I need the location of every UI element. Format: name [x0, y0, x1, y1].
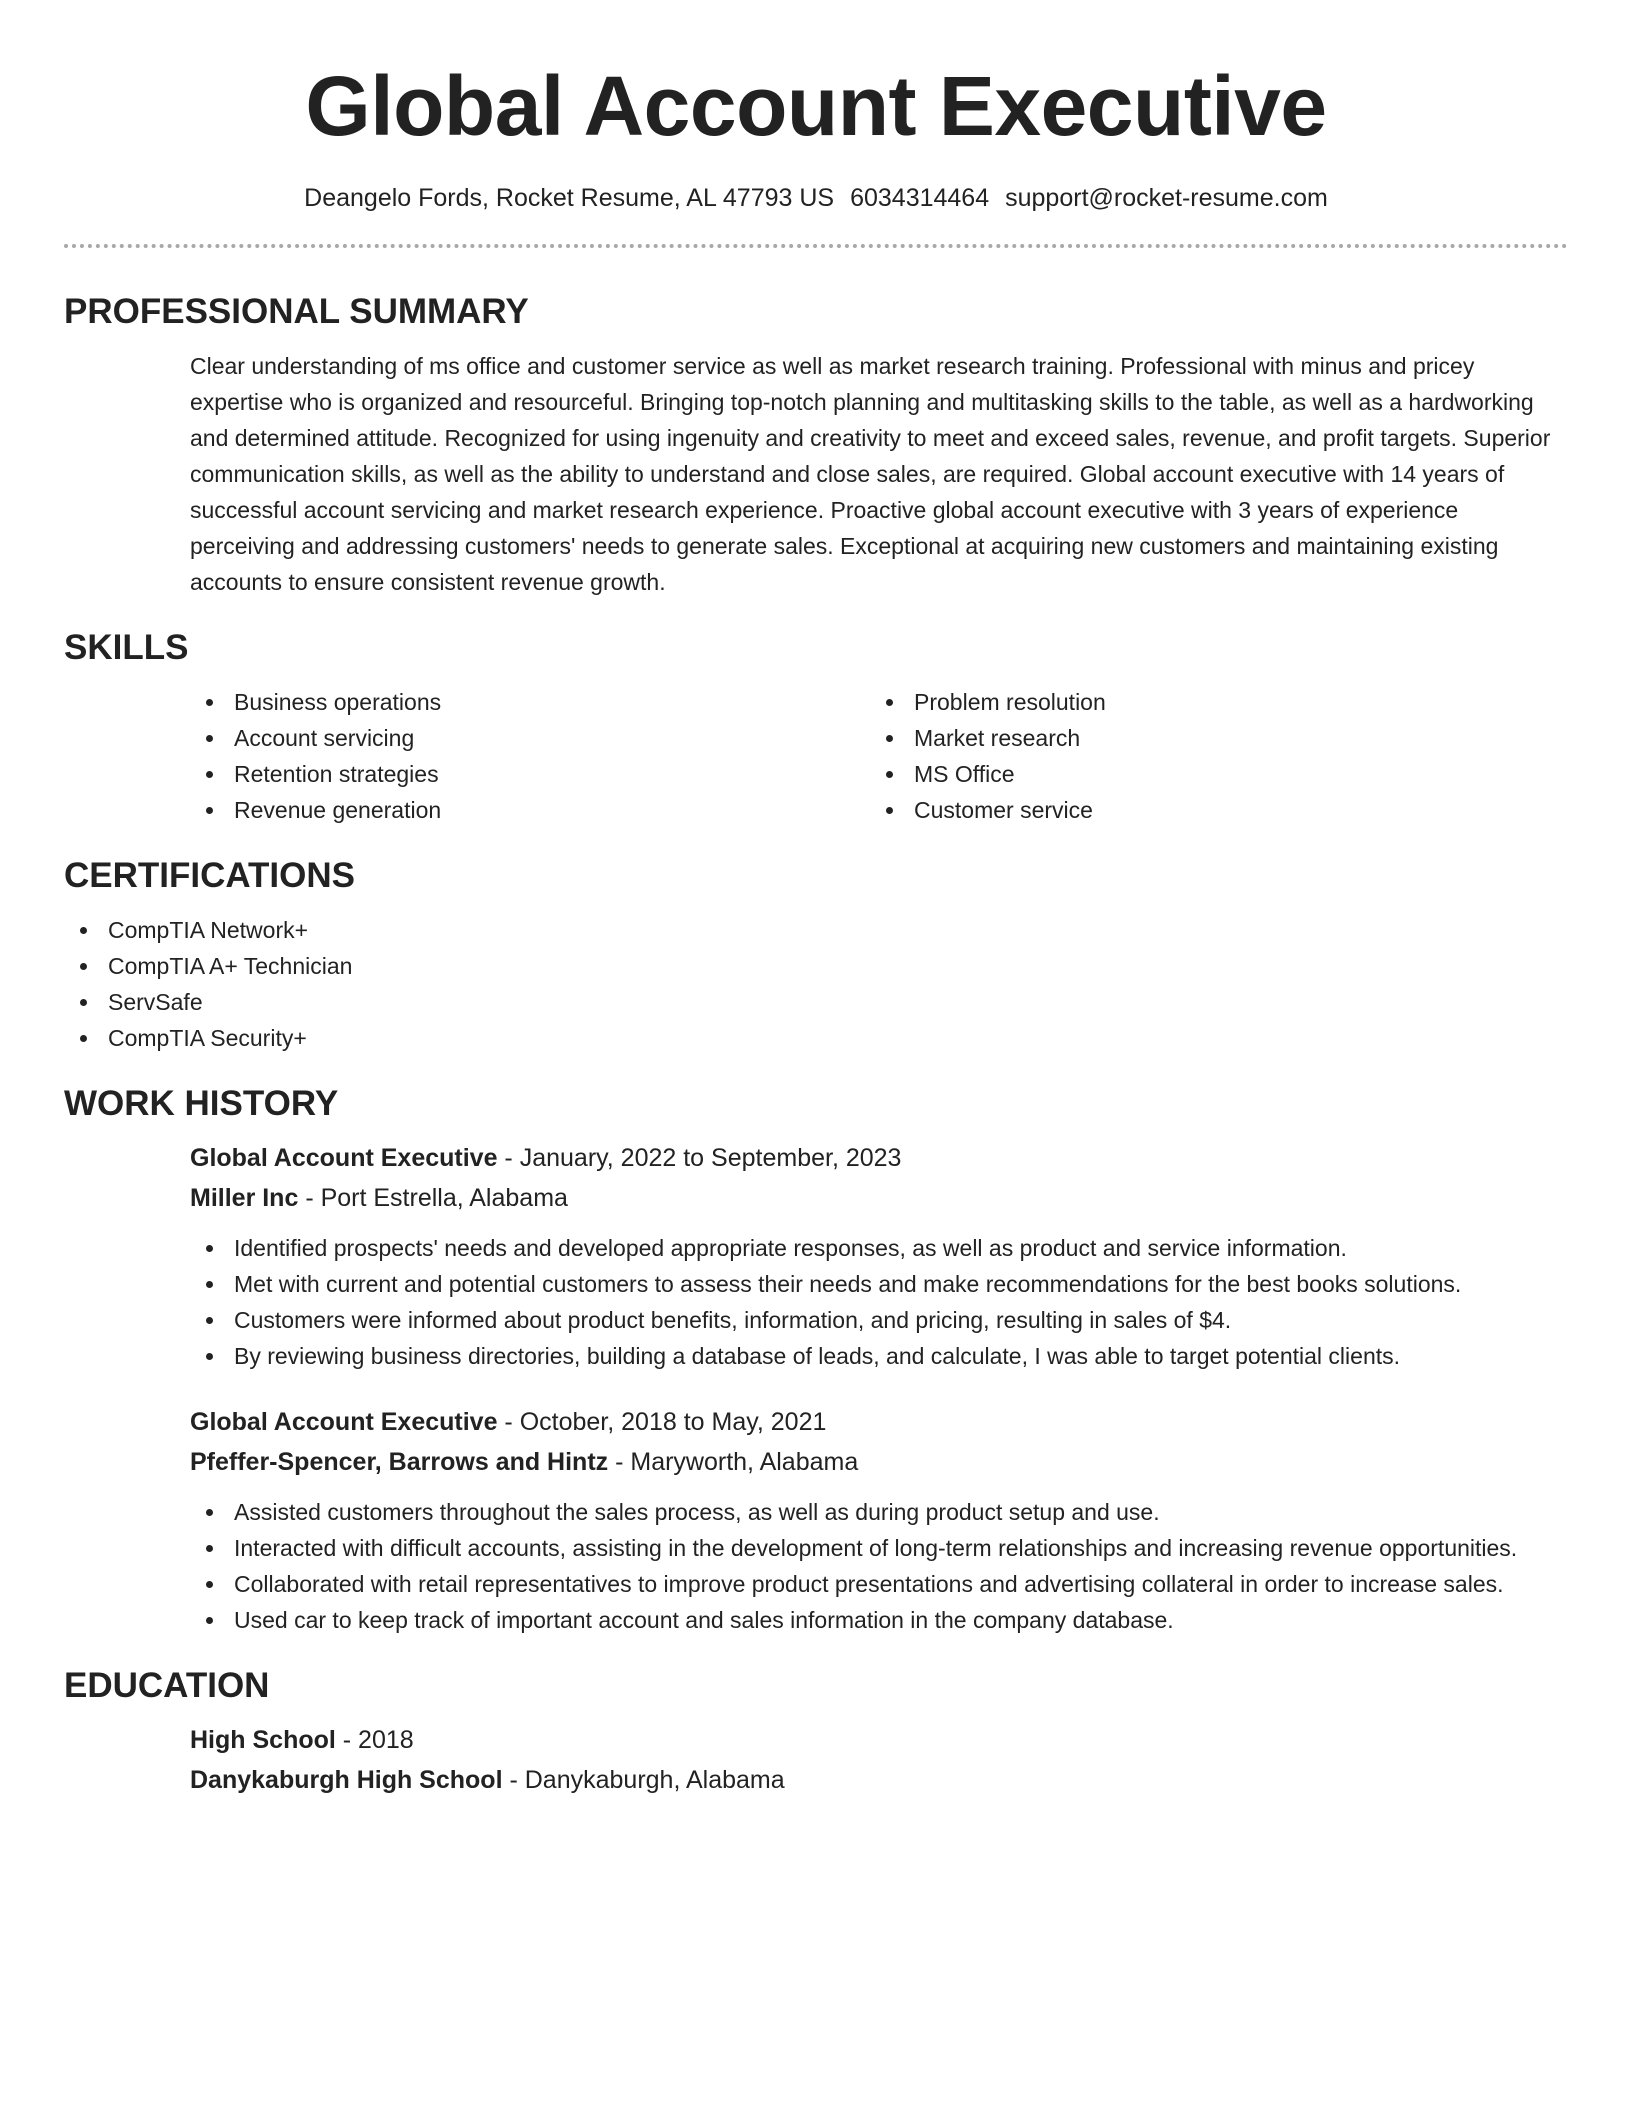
bullet-icon — [886, 699, 893, 706]
work-history-section — [64, 1082, 1568, 1638]
summary-section — [64, 290, 1568, 600]
education-location: - Danykaburgh, Alabama — [502, 1766, 785, 1794]
bullet-icon — [80, 999, 87, 1006]
skills-left-column — [190, 684, 870, 828]
list-item — [190, 1266, 1568, 1302]
education-school: Danykaburgh High School — [190, 1766, 503, 1794]
list-item — [190, 1338, 1568, 1374]
list-item — [190, 756, 870, 792]
bullet-icon — [886, 807, 893, 814]
skill-label: Business operations — [234, 689, 442, 715]
job-title-line — [190, 1138, 1568, 1178]
certification-label: CompTIA Network+ — [108, 917, 309, 943]
job-bullets — [190, 1494, 1568, 1638]
list-item — [870, 792, 1550, 828]
skill-label: Problem resolution — [914, 689, 1106, 715]
bullet-icon — [206, 1545, 213, 1552]
job-entry — [190, 1402, 1568, 1638]
resume-page — [64, 0, 1568, 1800]
bullet-icon — [80, 1035, 87, 1042]
job-company: Pfeffer-Spencer, Barrows and Hintz — [190, 1448, 609, 1476]
certifications-list — [64, 912, 1568, 1056]
skills-section — [64, 626, 1568, 828]
job-dates: - October, 2018 to May, 2021 — [497, 1408, 827, 1436]
skill-label: Account servicing — [234, 725, 415, 751]
summary-text: Clear understanding of ms office and customer service as well as market research training. Professional with minus and pricey expertise who is organized and resourceful. Bringing top-notch planning and multitasking skills to the table, as well as a hardworking and determined attitude. Recognized for using ingenuity and creativity to meet and exceed sales, revenue, and profit targets. Superior communication skills, as well as the ability to understand and close sales, are required. Global account executive with 14 years of successful account servicing and market research experience. Proactive global account executive with 3 years of experience perceiving and addressing customers' needs to generate sales. Exceptional at acquiring new customers and maintaining existing accounts to ensure consistent revenue growth. — [190, 353, 1551, 595]
education-degree-line — [190, 1720, 1568, 1760]
bullet-icon — [206, 1317, 213, 1324]
list-item — [64, 948, 1568, 984]
list-item — [190, 1302, 1568, 1338]
bullet-icon — [886, 771, 893, 778]
list-item — [870, 720, 1550, 756]
job-title: Global Account Executive — [190, 1408, 498, 1436]
certifications-heading: CERTIFICATIONS — [64, 856, 356, 895]
certification-label: CompTIA Security+ — [108, 1025, 307, 1051]
job-company-line — [190, 1178, 1568, 1218]
bullet-icon — [206, 771, 213, 778]
bullet-icon — [886, 735, 893, 742]
job-location: - Maryworth, Alabama — [608, 1448, 859, 1476]
bullet-icon — [206, 735, 213, 742]
list-item — [870, 684, 1550, 720]
contact-line — [64, 182, 1568, 214]
bullet-icon — [206, 1509, 213, 1516]
job-bullet-text: Assisted customers throughout the sales process, as well as during product setup and use. — [234, 1499, 1160, 1525]
skill-label: Revenue generation — [234, 797, 442, 823]
skill-label: MS Office — [914, 761, 1015, 787]
job-bullet-text: Customers were informed about product benefits, information, and pricing, resulting in sales of $4. — [234, 1307, 1232, 1333]
certifications-section — [64, 854, 1568, 1056]
bullet-icon — [206, 1353, 213, 1360]
job-title: Global Account Executive — [190, 1144, 498, 1172]
list-item — [190, 1602, 1568, 1638]
bullet-icon — [206, 1581, 213, 1588]
job-bullet-text: Interacted with difficult accounts, assisting in the development of long-term relationships and increasing revenue opportunities. — [234, 1535, 1518, 1561]
job-bullet-text: Identified prospects' needs and developed appropriate responses, as well as product and service information. — [234, 1235, 1347, 1261]
list-item — [190, 1494, 1568, 1530]
education-year: - 2018 — [335, 1726, 414, 1754]
education-heading: EDUCATION — [64, 1666, 270, 1705]
job-location: - Port Estrella, Alabama — [298, 1184, 568, 1212]
bullet-icon — [206, 1281, 213, 1288]
job-bullets — [190, 1230, 1568, 1374]
education-section — [64, 1664, 1568, 1800]
education-degree: High School — [190, 1726, 336, 1754]
bullet-icon — [80, 963, 87, 970]
list-item — [64, 912, 1568, 948]
job-company: Miller Inc — [190, 1184, 299, 1212]
bullet-icon — [206, 1245, 213, 1252]
work-history-heading: WORK HISTORY — [64, 1084, 339, 1123]
skills-heading: SKILLS — [64, 628, 189, 667]
job-bullet-text: Used car to keep track of important account and sales information in the company database. — [234, 1607, 1174, 1633]
list-item — [64, 1020, 1568, 1056]
list-item — [190, 1230, 1568, 1266]
summary-heading: PROFESSIONAL SUMMARY — [64, 292, 529, 331]
list-item — [190, 684, 870, 720]
job-bullet-text: Met with current and potential customers to assess their needs and make recommendations for the best books solutions. — [234, 1271, 1462, 1297]
list-item — [190, 792, 870, 828]
contact-address: Deangelo Fords, Rocket Resume, AL 47793 US — [304, 184, 835, 212]
job-title-line — [190, 1402, 1568, 1442]
education-entry — [190, 1720, 1568, 1800]
contact-email: support@rocket-resume.com — [1005, 184, 1328, 212]
job-dates: - January, 2022 to September, 2023 — [497, 1144, 902, 1172]
skill-label: Customer service — [914, 797, 1093, 823]
resume-title: Global Account Executive — [305, 59, 1327, 153]
list-item — [190, 1566, 1568, 1602]
certification-label: CompTIA A+ Technician — [108, 953, 353, 979]
list-item — [64, 984, 1568, 1020]
bullet-icon — [206, 807, 213, 814]
bullet-icon — [80, 927, 87, 934]
contact-phone: 6034314464 — [850, 184, 990, 212]
education-school-line — [190, 1760, 1568, 1800]
job-bullet-text: Collaborated with retail representatives to improve product presentations and advertising collateral in order to increase sales. — [234, 1571, 1504, 1597]
bullet-icon — [206, 699, 213, 706]
job-bullet-text: By reviewing business directories, building a database of leads, and calculate, I was able to target potential clients. — [234, 1343, 1401, 1369]
skills-list — [190, 684, 1568, 828]
header-divider — [64, 244, 1568, 248]
list-item — [870, 756, 1550, 792]
list-item — [190, 720, 870, 756]
certification-label: ServSafe — [108, 989, 203, 1015]
skill-label: Retention strategies — [234, 761, 439, 787]
skills-right-column — [870, 684, 1550, 828]
list-item — [190, 1530, 1568, 1566]
bullet-icon — [206, 1617, 213, 1624]
job-entry — [190, 1138, 1568, 1374]
job-company-line — [190, 1442, 1568, 1482]
skill-label: Market research — [914, 725, 1081, 751]
